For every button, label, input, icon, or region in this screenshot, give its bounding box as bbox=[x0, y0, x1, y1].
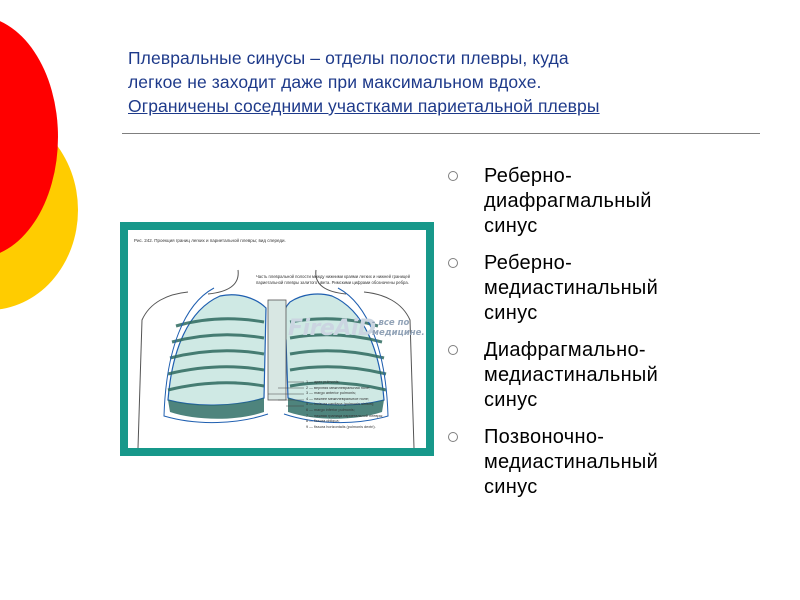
sinus-list bbox=[446, 164, 766, 512]
title-line-3: Ограничены соседними участками париетальной плевры bbox=[128, 96, 600, 116]
title-line-2: легкое не заходит даже при максимальном вдохе. bbox=[128, 72, 542, 92]
list-item bbox=[446, 251, 766, 326]
legend-item: 5 — incisura cardiaca (pulmonis sinistri); bbox=[306, 402, 375, 407]
figure-legend bbox=[306, 380, 383, 430]
list-item bbox=[446, 338, 766, 413]
list-item-text: Реберно- диафрагмальный синус bbox=[484, 165, 652, 237]
circle-bullet-icon bbox=[448, 171, 458, 181]
watermark-logo: FireAiD bbox=[288, 316, 376, 341]
circle-bullet-icon bbox=[448, 432, 458, 442]
figure-image bbox=[128, 230, 426, 448]
list-item-text: Реберно- медиастинальный синус bbox=[484, 252, 659, 324]
watermark-tagline: - все по медицине. bbox=[372, 318, 425, 338]
list-item bbox=[446, 164, 766, 239]
legend-item: 1 — apex pulmonis; bbox=[306, 380, 340, 384]
title-divider bbox=[122, 133, 760, 134]
legend-item: 7 — нижняя граница париетальной плевры; bbox=[306, 413, 384, 418]
circle-bullet-icon bbox=[448, 258, 458, 268]
list-item-text: Диафрагмально- медиастинальный синус bbox=[484, 339, 659, 411]
figure-note: Часть плевральной полости между нижними краями легких и нижней границей париетальной плевры залитого цвета. Римскими цифрами обозначены ребра. bbox=[256, 274, 410, 285]
anatomy-figure bbox=[120, 222, 434, 456]
slide-title bbox=[128, 46, 768, 118]
legend-item: 3 — margo anterior pulmonis; bbox=[306, 391, 357, 396]
legend-item: 6 — margo inferior pulmonis; bbox=[306, 407, 355, 412]
legend-item: 8 — fissura obliqua; bbox=[306, 419, 340, 424]
list-item-text: Позвоночно- медиастинальный синус bbox=[484, 426, 659, 498]
list-item bbox=[446, 425, 766, 500]
watermark bbox=[288, 316, 426, 356]
legend-item: 2 — верхняя межплевральная поле; bbox=[306, 385, 371, 390]
figure-caption: Рис. 242. Проекция границ легких и париетальной плевры; вид спереди. bbox=[134, 238, 286, 243]
title-line-1: Плевральные синусы – отделы полости плевры, куда bbox=[128, 48, 569, 68]
legend-item: 4 — нижнее межплевральное поле; bbox=[306, 396, 370, 401]
legend-item: 9 — fissura horizontalis (pulmonis dextri). bbox=[306, 424, 376, 429]
circle-bullet-icon bbox=[448, 345, 458, 355]
